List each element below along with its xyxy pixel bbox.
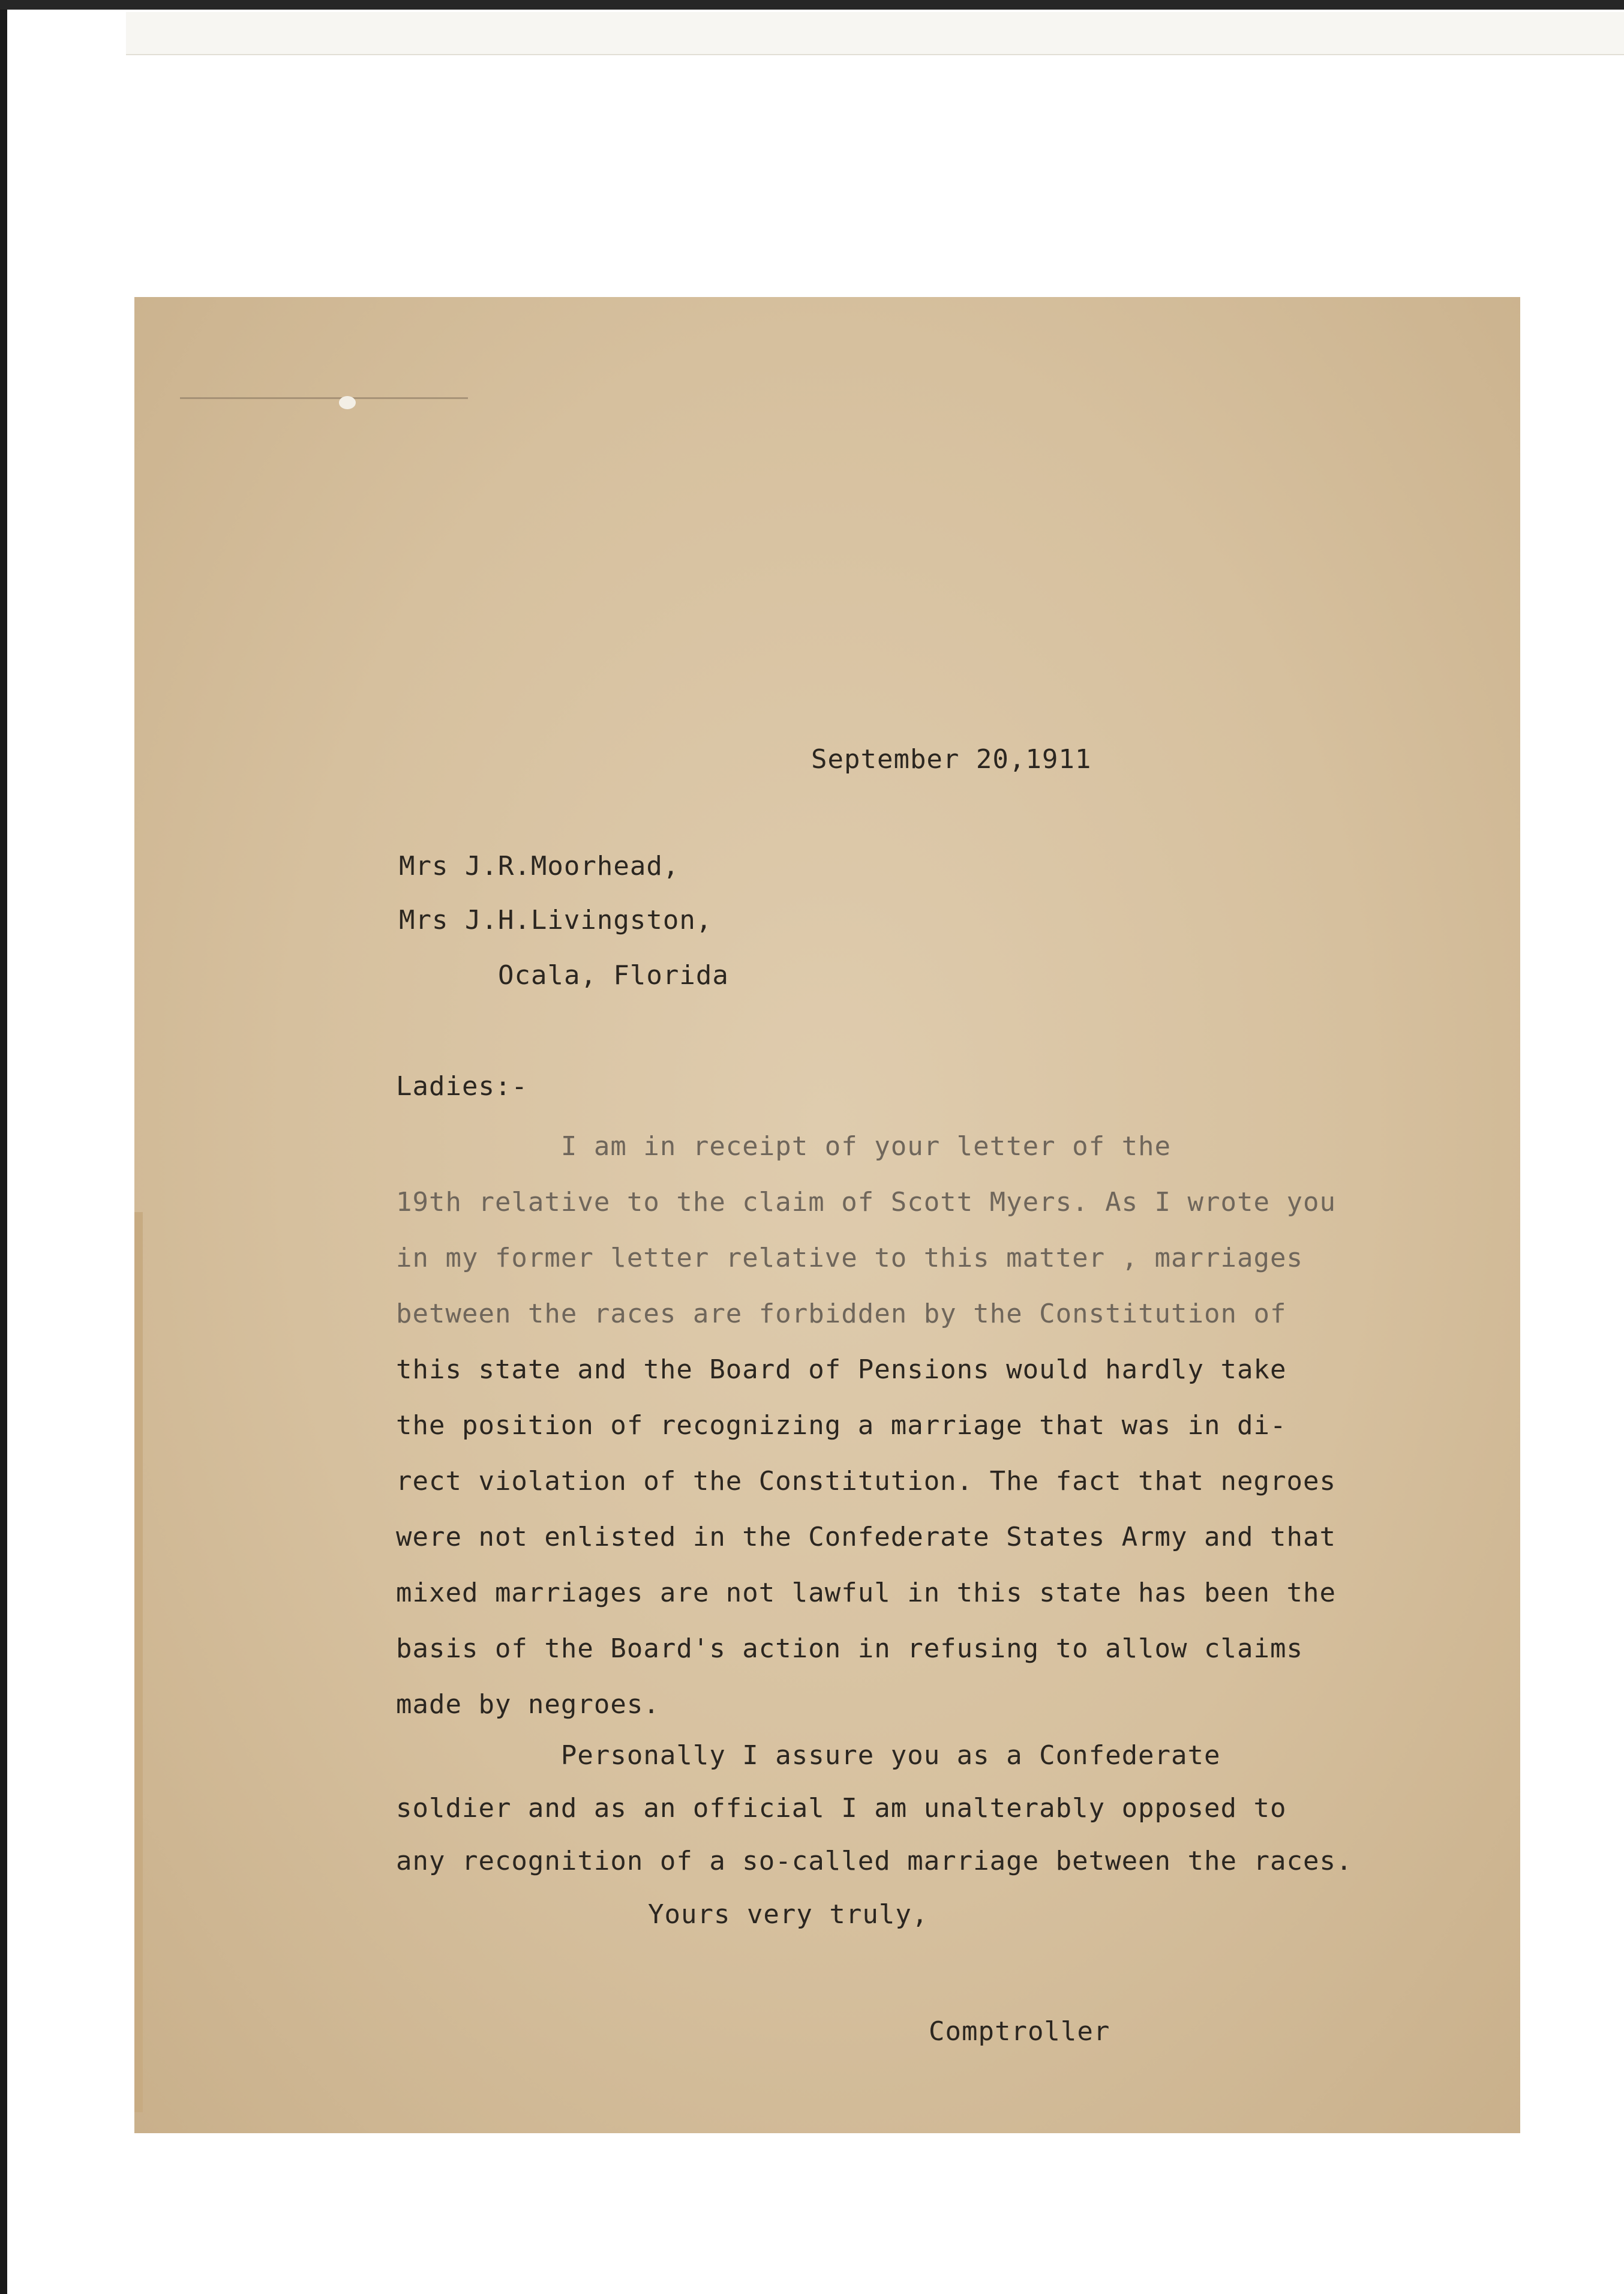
body-line: between the races are forbidden by the Constitution of	[396, 1299, 1287, 1329]
body-line: rect violation of the Constitution. The fact that negroes	[396, 1466, 1336, 1497]
body-line: soldier and as an official I am unalterably opposed to	[396, 1793, 1287, 1824]
body-line: any recognition of a so-called marriage between the races.	[396, 1846, 1353, 1876]
scan-left-border	[0, 0, 7, 2294]
body-line: 19th relative to the claim of Scott Myers. As I wrote you	[396, 1187, 1336, 1218]
fold-crease	[180, 397, 468, 399]
closing: Yours very truly,	[648, 1899, 929, 1930]
addressee-line-2: Mrs J.H.Livingston,	[399, 905, 713, 935]
body-line: made by negroes.	[396, 1689, 660, 1720]
body-line: in my former letter relative to this matter , marriages	[396, 1243, 1303, 1273]
body-line: Personally I assure you as a Confederate	[396, 1740, 1221, 1771]
body-line: the position of recognizing a marriage that was in di-	[396, 1410, 1287, 1441]
paper-worn-edge	[134, 1212, 143, 2112]
letter-date: September 20,1911	[811, 744, 1092, 775]
body-line: basis of the Board's action in refusing to allow claims	[396, 1633, 1303, 1664]
body-line: mixed marriages are not lawful in this state has been the	[396, 1578, 1336, 1608]
scan-top-border	[0, 0, 1624, 10]
salutation: Ladies:-	[396, 1071, 528, 1102]
body-line: this state and the Board of Pensions would hardly take	[396, 1354, 1287, 1385]
scan-top-paper-strip	[126, 12, 1624, 55]
addressee-line-3: Ocala, Florida	[498, 960, 729, 991]
body-line: were not enlisted in the Confederate States Army and that	[396, 1522, 1336, 1552]
addressee-line-1: Mrs J.R.Moorhead,	[399, 851, 680, 881]
paper-hole	[339, 396, 356, 409]
body-line: I am in receipt of your letter of the	[396, 1131, 1172, 1162]
signature-title: Comptroller	[929, 2016, 1110, 2047]
